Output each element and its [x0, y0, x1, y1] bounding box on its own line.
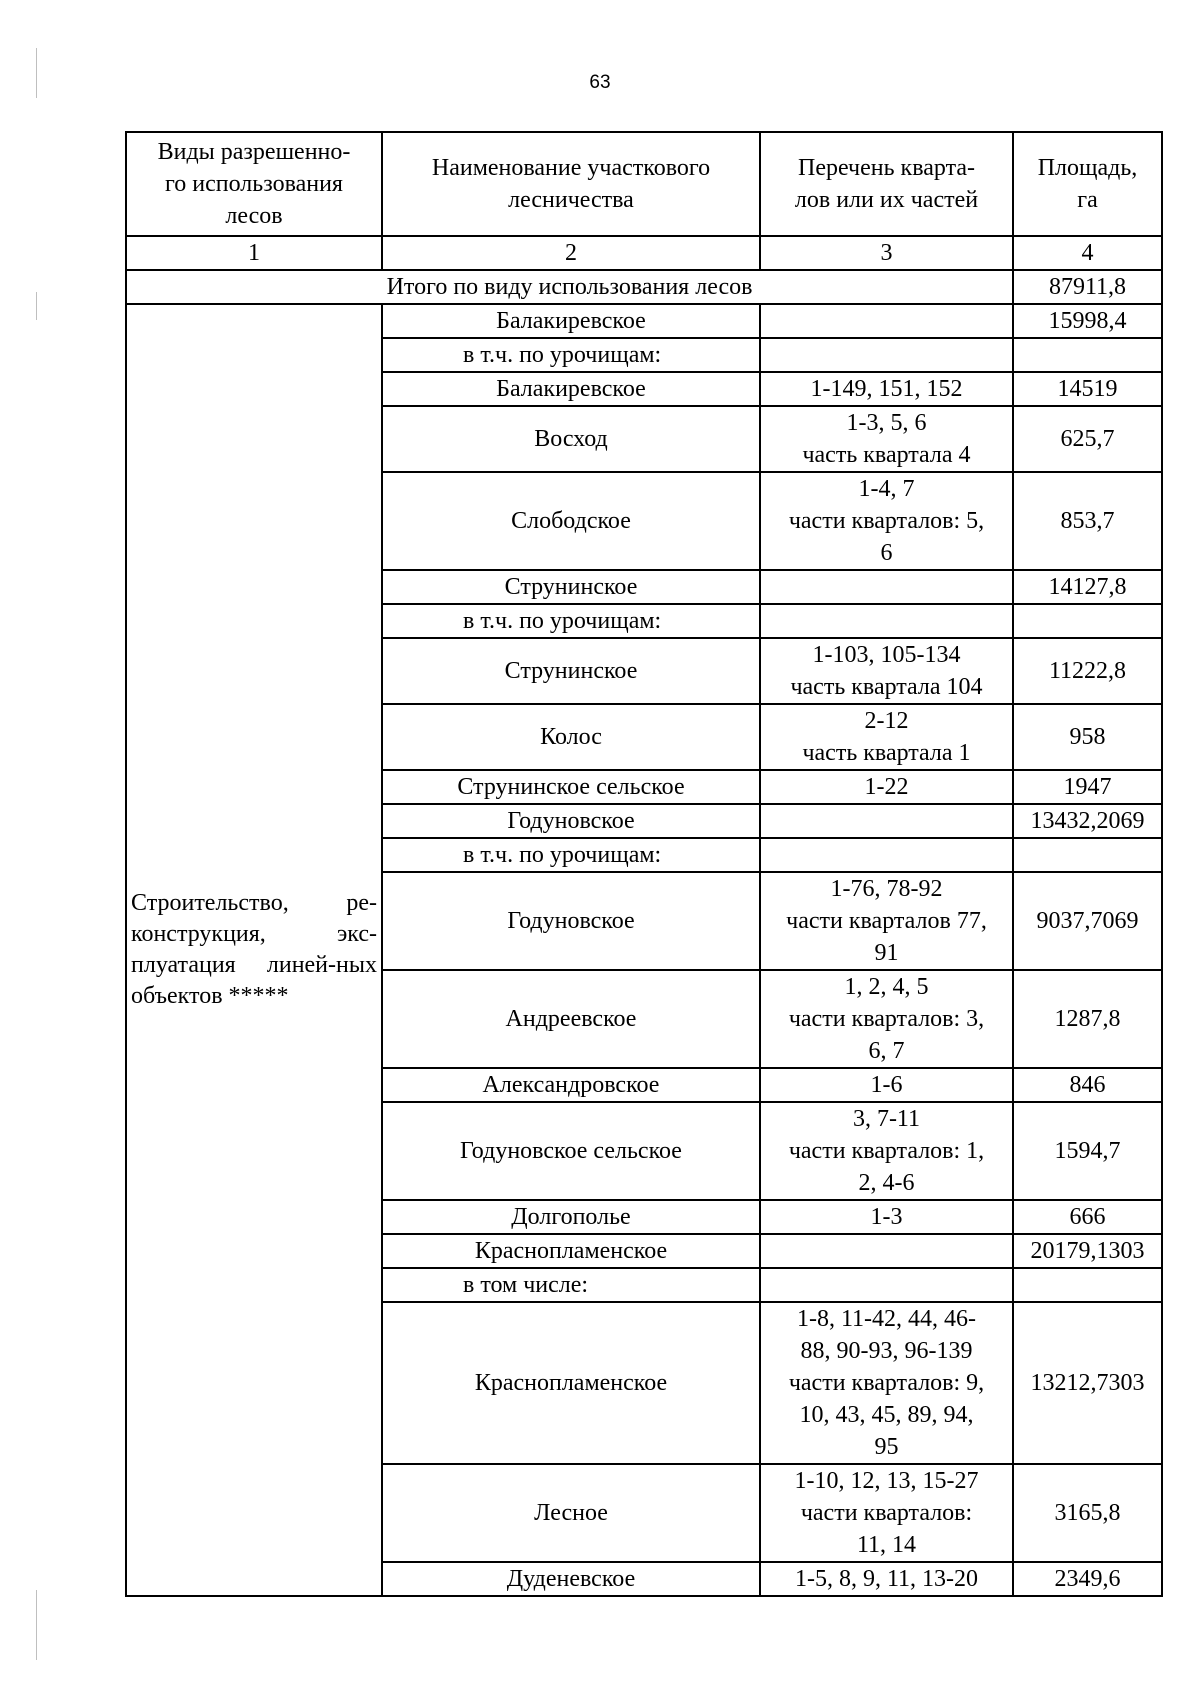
area-cell: 666 [1013, 1200, 1162, 1234]
area-cell: 13432,2069 [1013, 804, 1162, 838]
area-cell: 1947 [1013, 770, 1162, 804]
quarters-cell [760, 304, 1013, 338]
forestry-name-cell: Годуновское [382, 804, 760, 838]
area-cell: 20179,1303 [1013, 1234, 1162, 1268]
quarters-cell: 1-4, 7 части кварталов: 5, 6 [760, 472, 1013, 570]
quarters-cell: 1-3 [760, 1200, 1013, 1234]
area-cell [1013, 1268, 1162, 1302]
quarters-cell: 1-103, 105-134 часть квартала 104 [760, 638, 1013, 704]
forestry-name-cell: Балакиревское [382, 372, 760, 406]
quarters-cell [760, 1234, 1013, 1268]
quarters-cell: 1-149, 151, 152 [760, 372, 1013, 406]
quarters-cell [760, 838, 1013, 872]
area-cell: 15998,4 [1013, 304, 1162, 338]
forestry-name-cell: Андреевское [382, 970, 760, 1068]
column-number-row [126, 236, 1162, 270]
area-cell: 13212,7303 [1013, 1302, 1162, 1464]
header-forestry-name: Наименование участкового лесничества [382, 132, 760, 236]
column-number: 1 [126, 236, 382, 270]
column-number: 3 [760, 236, 1013, 270]
quarters-cell: 2-12 часть квартала 1 [760, 704, 1013, 770]
forestry-name-cell: Слободское [382, 472, 760, 570]
scan-margin-mark [36, 292, 37, 320]
forestry-name-cell: Александровское [382, 1068, 760, 1102]
quarters-cell: 1-76, 78-92 части кварталов 77, 91 [760, 872, 1013, 970]
area-cell: 3165,8 [1013, 1464, 1162, 1562]
area-cell: 14519 [1013, 372, 1162, 406]
forestry-name-cell: Лесное [382, 1464, 760, 1562]
forestry-name-cell: Струнинское [382, 638, 760, 704]
forestry-name-cell: Струнинское сельское [382, 770, 760, 804]
area-cell: 846 [1013, 1068, 1162, 1102]
forestry-name-cell: Годуновское сельское [382, 1102, 760, 1200]
forestry-name-cell: Колос [382, 704, 760, 770]
area-cell: 11222,8 [1013, 638, 1162, 704]
column-number: 2 [382, 236, 760, 270]
header-usage-type: Виды разрешенно- го использования лесов [126, 132, 382, 236]
forestry-name-cell: в т.ч. по урочищам: [382, 604, 760, 638]
quarters-cell: 1-22 [760, 770, 1013, 804]
quarters-cell: 1, 2, 4, 5 части кварталов: 3, 6, 7 [760, 970, 1013, 1068]
forestry-name-cell: Восход [382, 406, 760, 472]
area-cell: 9037,7069 [1013, 872, 1162, 970]
quarters-cell: 1-5, 8, 9, 11, 13-20 [760, 1562, 1013, 1596]
quarters-cell: 3, 7-11 части кварталов: 1, 2, 4-6 [760, 1102, 1013, 1200]
page-number: 63 [589, 72, 611, 93]
forestry-name-cell: Долгополье [382, 1200, 760, 1234]
column-number: 4 [1013, 236, 1162, 270]
scan-margin-mark [36, 1590, 37, 1660]
quarters-cell [760, 1268, 1013, 1302]
area-cell: 2349,6 [1013, 1562, 1162, 1596]
header-area: Площадь, га [1013, 132, 1162, 236]
area-cell: 1287,8 [1013, 970, 1162, 1068]
total-label: Итого по виду использования лесов [126, 270, 1013, 304]
forestry-name-cell: Струнинское [382, 570, 760, 604]
forestry-name-cell: Краснопламенское [382, 1234, 760, 1268]
usage-type-cell: Строительство, ре-конструкция, экс-плуатация линей-ных объектов ***** [126, 304, 382, 1596]
forest-usage-table [125, 131, 1163, 1597]
area-cell [1013, 338, 1162, 372]
forestry-name-cell: Краснопламенское [382, 1302, 760, 1464]
quarters-cell: 1-10, 12, 13, 15-27 части кварталов: 11, 14 [760, 1464, 1013, 1562]
area-cell: 14127,8 [1013, 570, 1162, 604]
quarters-cell [760, 804, 1013, 838]
area-cell [1013, 838, 1162, 872]
forestry-name-cell: Годуновское [382, 872, 760, 970]
area-cell: 1594,7 [1013, 1102, 1162, 1200]
table-body [126, 304, 1162, 1596]
table-row [126, 304, 1162, 338]
area-cell: 958 [1013, 704, 1162, 770]
header-quarters-list: Перечень кварта- лов или их частей [760, 132, 1013, 236]
forestry-name-cell: в т.ч. по урочищам: [382, 838, 760, 872]
forestry-name-cell: в т.ч. по урочищам: [382, 338, 760, 372]
forestry-name-cell: в том числе: [382, 1268, 760, 1302]
quarters-cell [760, 604, 1013, 638]
forestry-name-cell: Дуденевское [382, 1562, 760, 1596]
total-value: 87911,8 [1013, 270, 1162, 304]
quarters-cell: 1-3, 5, 6 часть квартала 4 [760, 406, 1013, 472]
header-row [126, 132, 1162, 236]
forestry-name-cell: Балакиревское [382, 304, 760, 338]
total-row [126, 270, 1162, 304]
area-cell [1013, 604, 1162, 638]
area-cell: 853,7 [1013, 472, 1162, 570]
quarters-cell: 1-8, 11-42, 44, 46- 88, 90-93, 96-139 части кварталов: 9, 10, 43, 45, 89, 94, 95 [760, 1302, 1013, 1464]
area-cell: 625,7 [1013, 406, 1162, 472]
quarters-cell: 1-6 [760, 1068, 1013, 1102]
quarters-cell [760, 338, 1013, 372]
quarters-cell [760, 570, 1013, 604]
